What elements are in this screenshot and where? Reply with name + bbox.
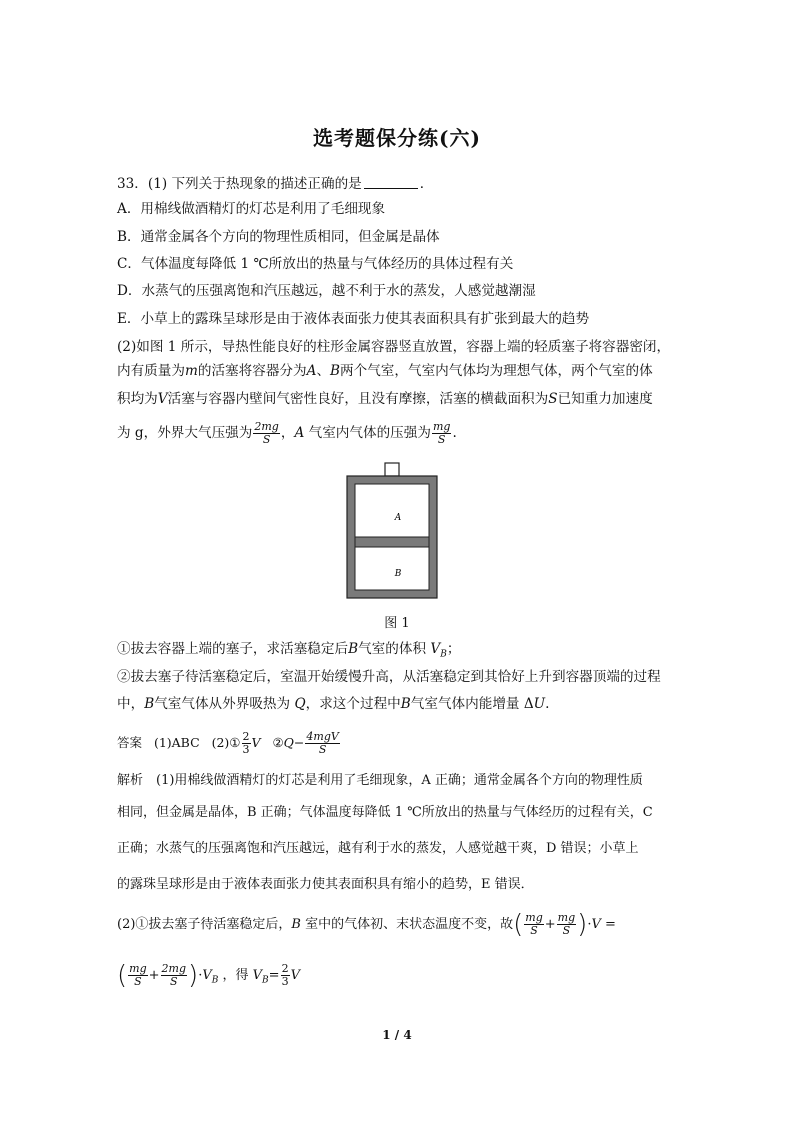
stopper — [385, 463, 399, 476]
fraction-2-over-3: $\frac{2}{3}$ — [242, 730, 250, 756]
fraction-mg-over-s: $\frac{mg}{S}$ — [432, 420, 451, 446]
analysis-line5: (2)①拔去塞子待活塞稳定后，B 室中的气体初、末状态温度不变，故( $\frac{mg}{S}$ + $\frac{mg}{S}$ )·V = — [117, 909, 616, 940]
fraction-4mgv-over-s: $\frac{\text{4mgV}}{S}$ — [306, 730, 339, 756]
option-b: B．通常金属各个方向的物理性质相同，但金属是晶体 — [117, 229, 440, 245]
fraction-2mg-over-s: $\frac{2mg}{S}$ — [254, 420, 279, 446]
page-title: 选考题保分练(六) — [313, 126, 481, 150]
container-figure — [346, 462, 438, 599]
analysis-line2: 相同，但金属是晶体，B 正确；气体温度每降低 1 ℃所放出的热量与气体经历的过程有关，C — [117, 805, 653, 820]
subquestion-2-line2: 中，B气室气体从外界吸热为 Q，求这个过程中B气室气体内能增量 ΔU. — [117, 696, 550, 712]
part2-line4: 为 g，外界大气压强为 $\frac{2mg}{S}$ ，A 气室内气体的压强为 $\frac{mg}{S}$ . — [117, 420, 457, 446]
answer-label: 答案 — [117, 735, 143, 750]
option-d: D．水蒸气的压强离饱和汽压越远，越不利于水的蒸发，人感觉越潮湿 — [117, 283, 536, 299]
piston — [355, 537, 429, 547]
part2-line3: 积均为V活塞与容器内壁间气密性良好，且没有摩擦，活塞的横截面积为S已知重力加速度 — [117, 391, 653, 407]
chamber-b — [355, 547, 429, 590]
answer-line: 答案 (1)ABC (2)① $\frac{2}{3}$ V ②Q− $\frac{\text{4mgV}}{S}$ — [117, 730, 339, 756]
answer-blank — [364, 176, 418, 189]
part2-line1: (2)如图 1 所示，导热性能良好的柱形金属容器竖直放置，容器上端的轻质塞子将容器密闭， — [117, 339, 671, 355]
chamber-b-label: B — [394, 569, 402, 579]
subquestion-2-line1: ②拔去塞子待活塞稳定后，室温开始缓慢升高，从活塞稳定到其恰好上升到容器顶端的过程 — [117, 669, 661, 685]
option-c: C．气体温度每降低 1 ℃所放出的热量与气体经历的具体过程有关 — [117, 256, 514, 272]
analysis-line6: ( $\frac{mg}{S}$ + $\frac{2mg}{S}$ )$\cdot V_B$ ，得 $V_B=$ $\frac{2}{3}$ V — [117, 960, 300, 991]
question-intro: 33．(1) 下列关于热现象的描述正确的是 ． — [117, 176, 434, 192]
figure-caption: 图 1 — [384, 616, 410, 631]
chamber-a-label: A — [394, 513, 402, 523]
analysis-line3: 正确；水蒸气的压强离饱和汽压越远，越有利于水的蒸发，人感觉越干爽，D 错误；小草上 — [117, 841, 639, 856]
option-e: E．小草上的露珠呈球形是由于液体表面张力使其表面积具有扩张到最大的趋势 — [117, 311, 590, 327]
chamber-a — [355, 484, 429, 537]
part2-line2: 内有质量为m的活塞将容器分为A、B两个气室，气室内气体均为理想气体，两个气室的体 — [117, 363, 653, 379]
analysis-line1: 解析 (1)用棉线做酒精灯的灯芯是利用了毛细现象，A 正确；通常金属各个方向的物理性质 — [117, 773, 643, 788]
page-number: 1 / 4 — [382, 1028, 412, 1042]
analysis-line4: 的露珠呈球形是由于液体表面张力使其表面积具有缩小的趋势，E 错误． — [117, 877, 534, 892]
option-a: A．用棉线做酒精灯的灯芯是利用了毛细现象 — [117, 201, 386, 217]
subquestion-1: ①拔去容器上端的塞子，求活塞稳定后B气室的体积 $V_B$； — [117, 641, 461, 660]
